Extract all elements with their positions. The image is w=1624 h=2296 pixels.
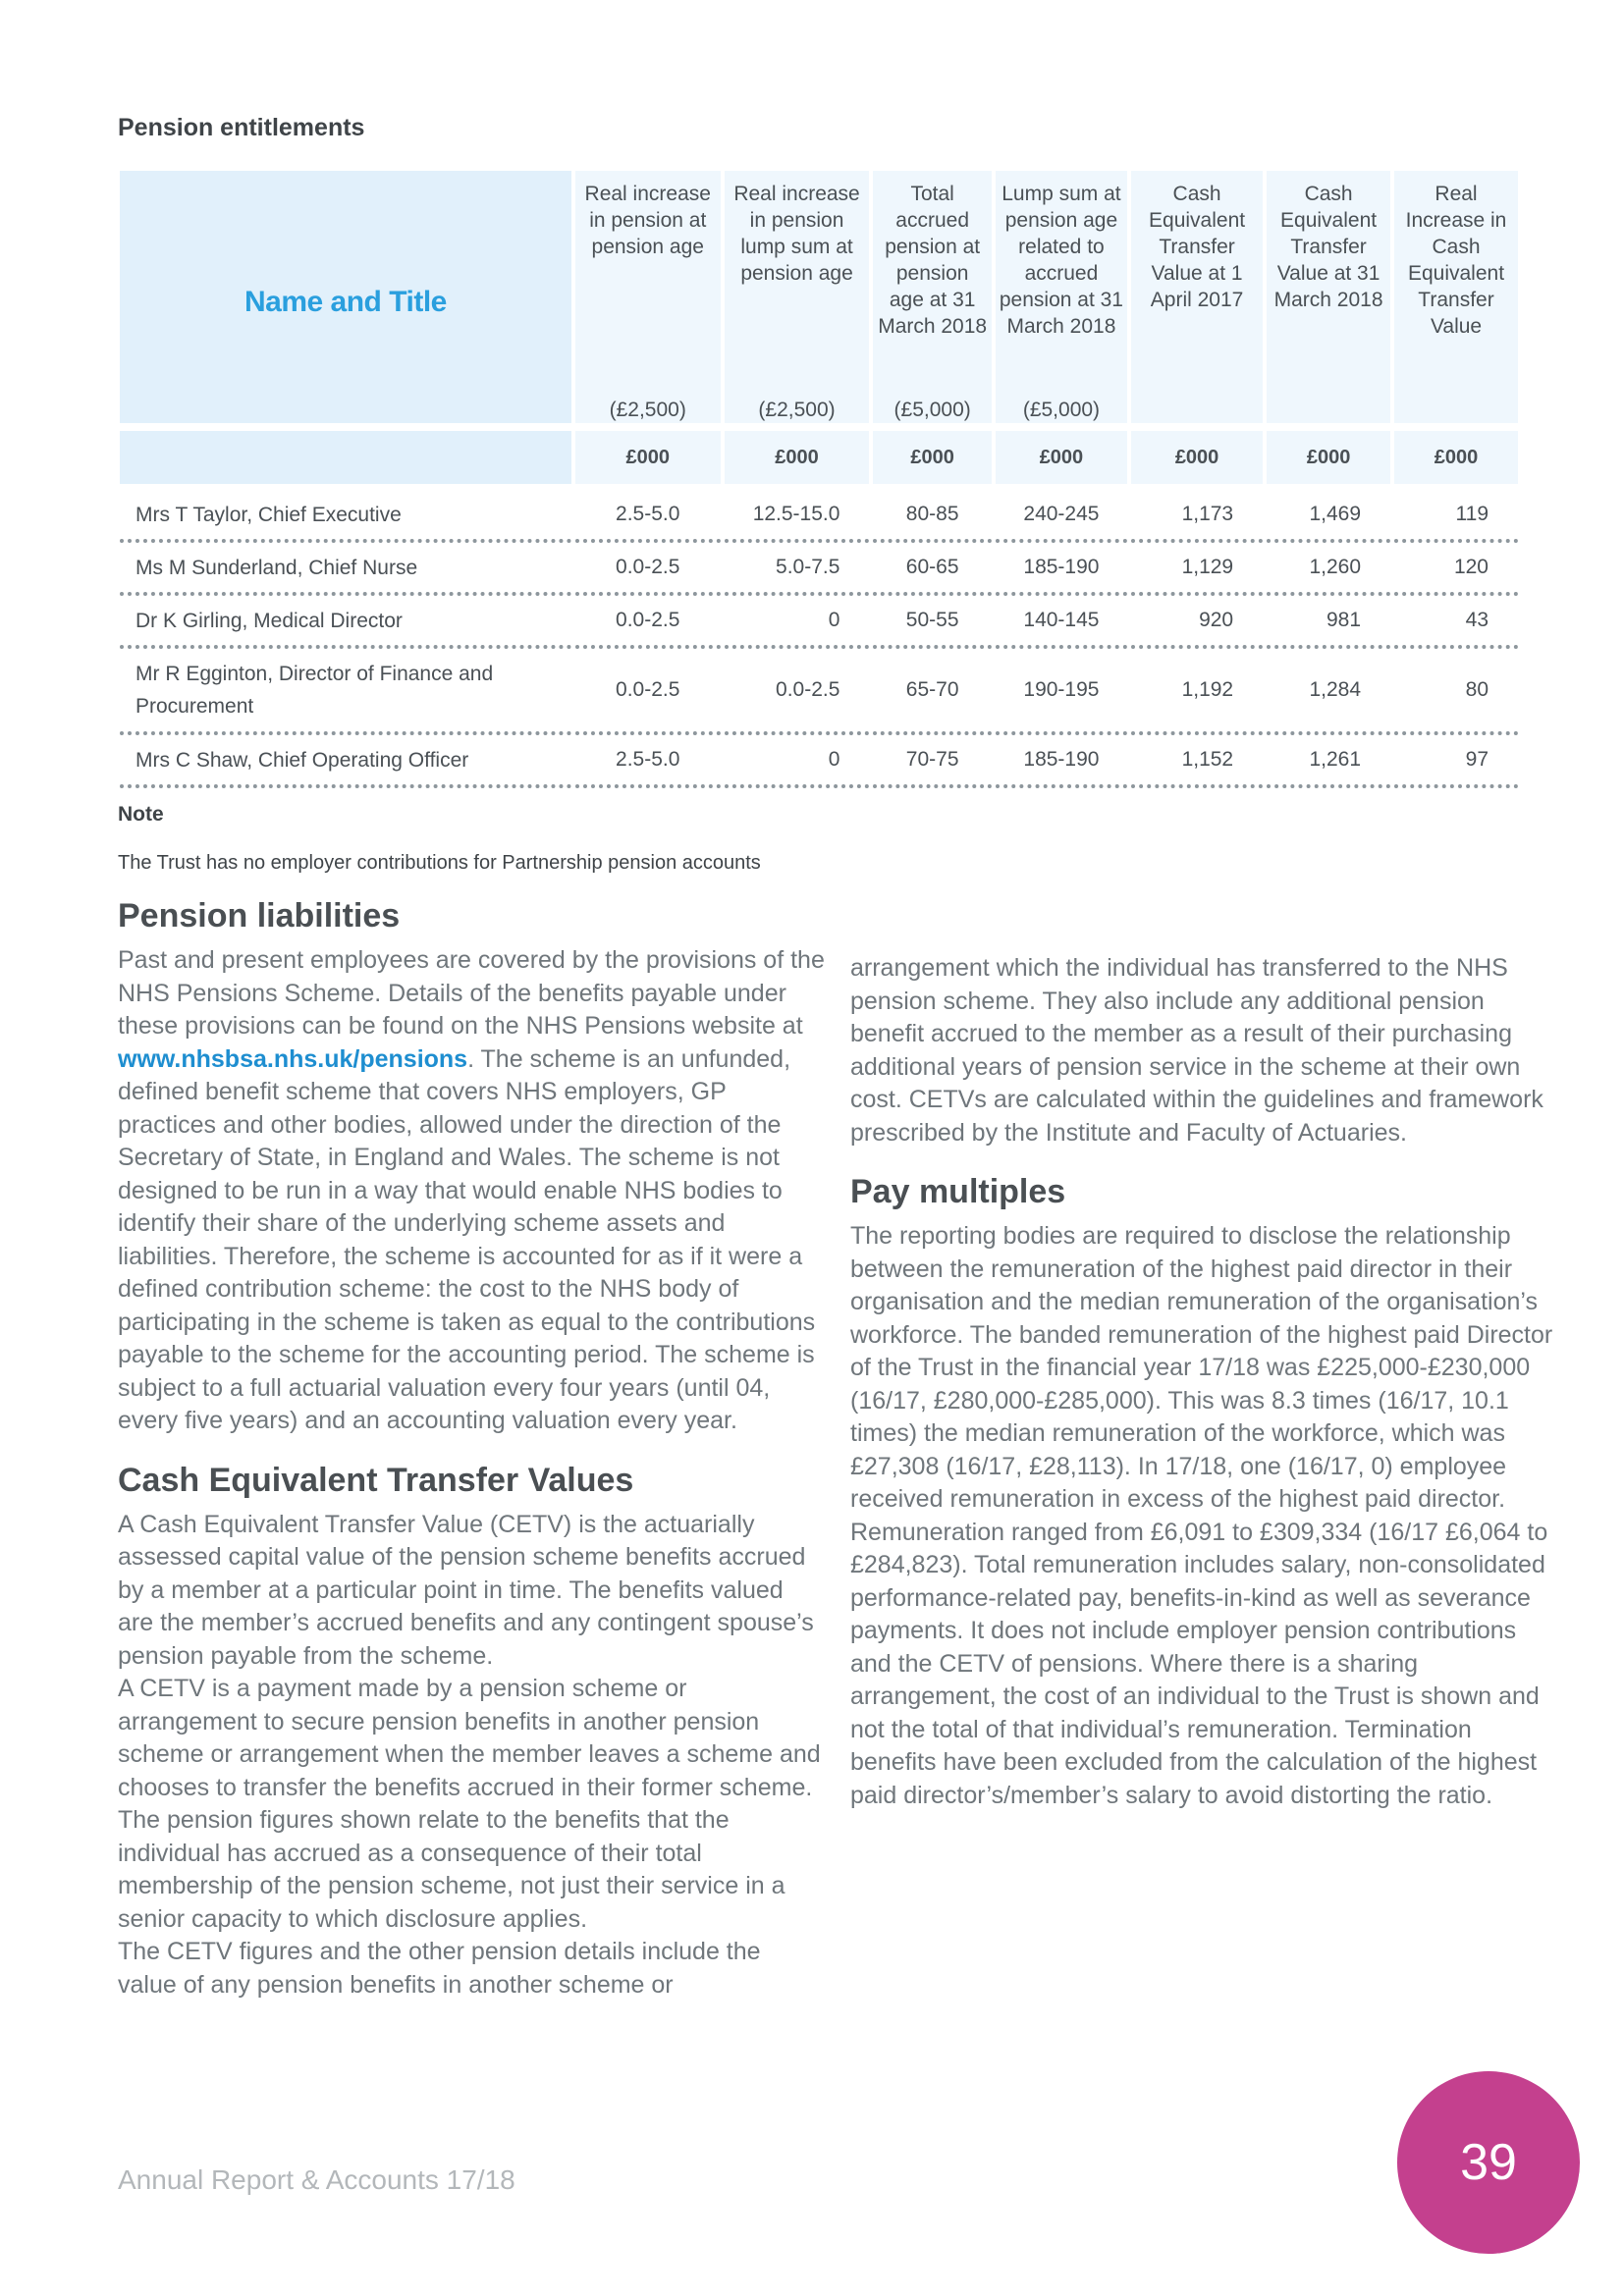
table-row: [120, 735, 1518, 788]
pay-multiples-text: The reporting bodies are required to disclose the relationship between the remuneration of the highest paid director in their organisation and the median remuneration of the organisation’s workforce. The banded remuneration of the highest paid Director of the Trust in the financial year 17/18 was £225,000-£230,000 (16/17, £280,000-£285,000). This was 8.3 times (16/17, 10.1 times) the median remuneration of the workforce, which was £27,308 (16/17, £28,113). In 17/18, one (16/17, 0) employee received remuneration in excess of the highest paid director. Remuneration ranged from £6,091 to £309,334 (16/17 £6,064 to £284,823). Total remuneration includes salary, non-consolidated performance-related pay, benefits-in-kind as well as severance payments. It does not include employer pension contributions and the CETV of pensions. Where there is a sharing arrangement, the cost of an individual to the Trust is shown and not the total of that individual’s remuneration. Termination benefits have been excluded from the calculation of the highest paid director’s/member’s salary to avoid distorting the ratio.: [850, 1222, 1553, 1809]
value-cell: 0.0-2.5: [575, 596, 721, 649]
page-number-badge: [1397, 2071, 1580, 2254]
value-cell: 65-70: [873, 649, 991, 735]
unit-cell: £000: [996, 431, 1127, 484]
note-heading: Note: [118, 803, 164, 826]
value-cell: 0: [725, 735, 870, 788]
header-cetv-2017: Cash Equivalent Transfer Value at 1 April 2017: [1131, 171, 1263, 423]
cetv-para-3-continued: arrangement which the individual has transferred to the NHS pension scheme. They also include any additional pension benefit accrued to the member as a result of their purchasing additional years of pension service in the scheme at their own cost. CETVs are calculated within the guidelines and framework prescribed by the Institute and Faculty of Actuaries.: [850, 954, 1543, 1147]
value-cell: 140-145: [996, 596, 1127, 649]
name-cell: Mrs T Taylor, Chief Executive: [120, 484, 571, 543]
cetv-para-3: The CETV figures and the other pension details include the value of any pension benefits in another scheme or: [118, 1938, 761, 1999]
value-cell: 70-75: [873, 735, 991, 788]
name-cell: Mrs C Shaw, Chief Operating Officer: [120, 735, 571, 788]
value-cell: 190-195: [996, 649, 1127, 735]
name-cell: Ms M Sunderland, Chief Nurse: [120, 543, 571, 596]
value-cell: 0.0-2.5: [725, 649, 870, 735]
cetv-heading: Cash Equivalent Transfer Values: [118, 1461, 634, 1499]
value-cell: 1,260: [1267, 543, 1390, 596]
pay-multiples-heading: Pay multiples: [850, 1173, 1066, 1210]
table-row: [120, 596, 1518, 649]
header-real-increase-pension: Real increase in pension at pension age (£2,500): [575, 171, 721, 423]
pension-entitlements-table: [116, 171, 1522, 788]
unit-cell: £000: [873, 431, 991, 484]
cetv-para-2: A CETV is a payment made by a pension scheme or arrangement to secure pension benefits in another pension scheme or arrangement when the member leaves a scheme and chooses to transfer the benefits accrued in their former scheme. The pension figures shown relate to the benefits that the individual has accrued as a consequence of their total membership of the pension scheme, not just their service in a senior capacity to which disclosure applies.: [118, 1675, 821, 1933]
page-number: 39: [1460, 2134, 1517, 2191]
pension-liabilities-text: Past and present employees are covered by the provisions of the NHS Pensions Scheme. Details of the benefits payable under these provisions can be found on the NHS Pensions website at www.nhsbsa.nhs.uk/pensions. The scheme is an unfunded, defined benefit scheme that covers NHS employers, GP practices and other bodies, allowed under the direction of the Secretary of State, in England and Wales. The scheme is not designed to be run in a way that would enable NHS bodies to identify their share of the underlying scheme assets and liabilities. Therefore, the scheme is accounted for as if it were a defined contribution scheme: the cost to the NHS body of participating in the scheme is taken as equal to the contributions payable to the scheme for the accounting period. The scheme is subject to a full actuarial valuation every four years (until 04, every five years) and an accounting valuation every year.: [118, 946, 825, 1434]
footer-title: Annual Report & Accounts 17/18: [118, 2164, 515, 2195]
value-cell: 97: [1394, 735, 1518, 788]
value-cell: 5.0-7.5: [725, 543, 870, 596]
value-cell: 920: [1131, 596, 1263, 649]
value-cell: 2.5-5.0: [575, 735, 721, 788]
unit-cell: £000: [725, 431, 870, 484]
value-cell: 50-55: [873, 596, 991, 649]
value-cell: 185-190: [996, 735, 1127, 788]
unit-cell: £000: [1267, 431, 1390, 484]
value-cell: 240-245: [996, 484, 1127, 543]
unit-cell: [120, 431, 571, 484]
pension-liabilities-heading: Pension liabilities: [118, 897, 401, 934]
value-cell: 0.0-2.5: [575, 543, 721, 596]
value-cell: 1,284: [1267, 649, 1390, 735]
table-units-row: [120, 431, 1518, 484]
value-cell: 1,152: [1131, 735, 1263, 788]
value-cell: 12.5-15.0: [725, 484, 870, 543]
value-cell: 80-85: [873, 484, 991, 543]
value-cell: 120: [1394, 543, 1518, 596]
right-column: [850, 952, 1557, 1812]
cetv-para-1: A Cash Equivalent Transfer Value (CETV) is the actuarially assessed capital value of the pension scheme benefits accrued by a member at a particular point in time. The benefits valued are the member’s accrued benefits and any contingent spouse’s pension payable from the scheme.: [118, 1510, 814, 1670]
value-cell: 119: [1394, 484, 1518, 543]
table-row: [120, 484, 1518, 543]
header-name-and-title: Name and Title: [120, 171, 571, 423]
header-real-increase-lump-sum: Real increase in pension lump sum at pension age (£2,500): [725, 171, 870, 423]
value-cell: 1,261: [1267, 735, 1390, 788]
value-cell: 0.0-2.5: [575, 649, 721, 735]
value-cell: 1,469: [1267, 484, 1390, 543]
value-cell: 43: [1394, 596, 1518, 649]
table-row: [120, 543, 1518, 596]
header-real-increase-cetv: Real Increase in Cash Equivalent Transfer Value: [1394, 171, 1518, 423]
unit-cell: £000: [575, 431, 721, 484]
value-cell: 60-65: [873, 543, 991, 596]
name-cell: Mr R Egginton, Director of Finance and Procurement: [120, 649, 571, 735]
value-cell: 1,192: [1131, 649, 1263, 735]
header-cetv-2018: Cash Equivalent Transfer Value at 31 March 2018: [1267, 171, 1390, 423]
value-cell: 2.5-5.0: [575, 484, 721, 543]
left-column: [118, 895, 825, 2002]
nhs-pensions-link[interactable]: www.nhsbsa.nhs.uk/pensions: [118, 1044, 468, 1073]
section-title: Pension entitlements: [118, 114, 365, 141]
unit-cell: £000: [1394, 431, 1518, 484]
value-cell: 981: [1267, 596, 1390, 649]
header-lump-sum-accrued: Lump sum at pension age related to accrued pension at 31 March 2018 (£5,000): [996, 171, 1127, 423]
table-header-row: [120, 171, 1518, 423]
value-cell: 1,173: [1131, 484, 1263, 543]
unit-cell: £000: [1131, 431, 1263, 484]
name-cell: Dr K Girling, Medical Director: [120, 596, 571, 649]
value-cell: 80: [1394, 649, 1518, 735]
value-cell: 0: [725, 596, 870, 649]
value-cell: 185-190: [996, 543, 1127, 596]
note-text: The Trust has no employer contributions for Partnership pension accounts: [118, 852, 761, 874]
table-row: [120, 649, 1518, 735]
header-total-accrued-pension: Total accrued pension at pension age at 31 March 2018 (£5,000): [873, 171, 991, 423]
value-cell: 1,129: [1131, 543, 1263, 596]
